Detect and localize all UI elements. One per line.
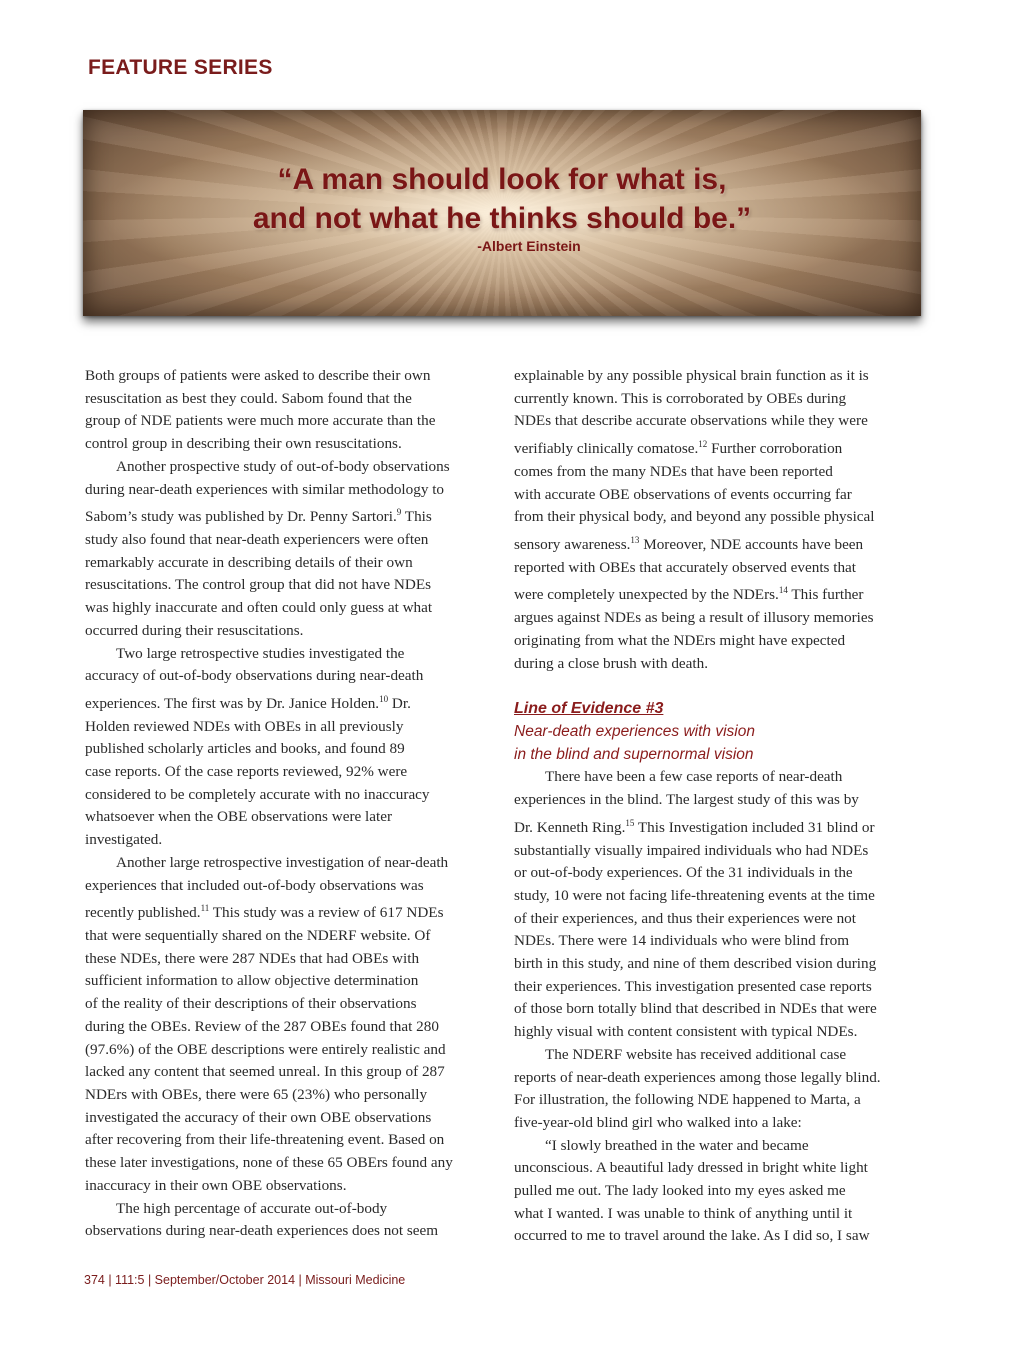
text-line bbox=[85, 925, 495, 948]
text-line bbox=[85, 852, 495, 875]
line-text: NDEs that describe accurate observations while they were bbox=[514, 412, 868, 430]
line-text: birth in this study, and nine of them described vision during bbox=[514, 955, 877, 973]
text-line bbox=[85, 875, 495, 898]
text-line bbox=[514, 1135, 924, 1158]
line-text: NDEs. There were 14 individuals who were blind from bbox=[514, 932, 850, 950]
text-line bbox=[514, 766, 924, 789]
line-text: remarkably accurate in describing details of their own bbox=[85, 553, 413, 571]
line-text: case reports. Of the case reports reviewed, 92% were bbox=[85, 763, 408, 781]
quote-banner bbox=[83, 110, 921, 316]
text-line bbox=[85, 806, 495, 829]
feature-series-title: FEATURE SERIES bbox=[88, 56, 273, 79]
line-text: substantially visually impaired individuals who had NDEs bbox=[514, 841, 869, 859]
line-text: sensory awareness. bbox=[514, 536, 631, 554]
line-text: of those born totally blind that described in NDEs that were bbox=[514, 1000, 877, 1018]
line-text: There have been a few case reports of near-death bbox=[545, 768, 843, 786]
quote-text bbox=[83, 160, 921, 238]
line-text: five-year-old blind girl who walked into a lake: bbox=[514, 1113, 802, 1131]
text-line bbox=[85, 1175, 495, 1198]
line-text: resuscitations. The control group that did not have NDEs bbox=[85, 576, 432, 594]
line-text: unconscious. A beautiful lady dressed in bright white light bbox=[514, 1159, 868, 1177]
line-text: (97.6%) of the OBE descriptions were entirely realistic and bbox=[85, 1040, 446, 1058]
text-line bbox=[514, 506, 924, 529]
line-text: “I slowly breathed in the water and became bbox=[545, 1136, 809, 1154]
line-text: occurred during their resuscitations. bbox=[85, 621, 304, 639]
line-text-continued: This Investigation included 31 blind or bbox=[634, 818, 875, 836]
text-line bbox=[514, 885, 924, 908]
line-text: Both groups of patients were asked to describe their own bbox=[85, 367, 431, 384]
line-text: For illustration, the following NDE happened to Marta, a bbox=[514, 1091, 861, 1109]
text-line bbox=[85, 1152, 495, 1175]
line-text: reported with OBEs that accurately observed events that bbox=[514, 558, 857, 576]
line-text: during the OBEs. Review of the 287 OBEs found that 280 bbox=[85, 1017, 439, 1035]
text-line bbox=[85, 501, 495, 529]
line-text: study, 10 were not facing life-threatening events at the time bbox=[514, 886, 875, 904]
text-line bbox=[85, 552, 495, 575]
text-line bbox=[514, 1225, 924, 1248]
text-line bbox=[514, 388, 924, 411]
text-line bbox=[85, 1039, 495, 1062]
quote-line-2: and not what he thinks should be.” bbox=[252, 202, 752, 235]
text-line bbox=[514, 1067, 924, 1090]
text-line bbox=[514, 840, 924, 863]
text-line bbox=[85, 993, 495, 1016]
line-text: during a close brush with death. bbox=[514, 654, 709, 672]
text-line bbox=[85, 1084, 495, 1107]
section-line-of-evidence-3 bbox=[514, 697, 924, 766]
line-text: resuscitation as best they could. Sabom found that the bbox=[85, 389, 412, 407]
footnote-ref: 11 bbox=[200, 903, 210, 914]
text-line bbox=[85, 388, 495, 411]
line-text: argues against NDEs as being a result of illusory memories bbox=[514, 609, 874, 627]
text-line bbox=[85, 716, 495, 739]
line-text: investigated the accuracy of their own OBE observations bbox=[85, 1108, 432, 1126]
line-text: highly visual with content consistent with typical NDEs. bbox=[514, 1023, 858, 1041]
line-text: these later investigations, none of these 65 OBErs found any bbox=[85, 1154, 453, 1172]
line-text: The high percentage of accurate out-of-body bbox=[116, 1199, 388, 1217]
line-text: after recovering from their life-threatening event. Based on bbox=[85, 1131, 445, 1149]
text-line bbox=[85, 665, 495, 688]
text-line bbox=[514, 607, 924, 630]
text-line bbox=[514, 630, 924, 653]
line-text: experiences in the blind. The largest study of this was by bbox=[514, 791, 859, 809]
line-text-continued: Dr. bbox=[388, 694, 411, 712]
line-text: investigated. bbox=[85, 831, 163, 849]
text-line bbox=[85, 479, 495, 502]
line-text: Holden reviewed NDEs with OBEs in all previously bbox=[85, 717, 404, 735]
text-line bbox=[514, 410, 924, 433]
text-line bbox=[85, 1061, 495, 1084]
line-text: from their physical body, and beyond any possible physical bbox=[514, 508, 875, 526]
text-line bbox=[514, 976, 924, 999]
text-line bbox=[85, 1129, 495, 1152]
line-text: inaccuracy in their own OBE observations. bbox=[85, 1176, 347, 1194]
line-text: reports of near-death experiences among those legally blind. bbox=[514, 1068, 881, 1086]
footnote-ref: 10 bbox=[379, 693, 389, 704]
line-text: group of NDE patients were much more accurate than the bbox=[85, 412, 436, 430]
line-text: with accurate OBE observations of events occurring far bbox=[514, 485, 852, 503]
text-line bbox=[85, 970, 495, 993]
line-text: comes from the many NDEs that have been reported bbox=[514, 462, 833, 480]
line-text-continued: This study was a review of 617 NDEs bbox=[209, 904, 444, 922]
text-line bbox=[514, 1203, 924, 1226]
line-text: recently published. bbox=[85, 904, 201, 922]
line-text: was highly inaccurate and often could only guess at what bbox=[85, 599, 433, 617]
text-line bbox=[85, 643, 495, 666]
text-line bbox=[85, 688, 495, 716]
line-text: of the reality of their descriptions of their observations bbox=[85, 995, 417, 1013]
text-line bbox=[514, 1021, 924, 1044]
line-text: considered to be completely accurate with no inaccuracy bbox=[85, 785, 430, 803]
line-text: experiences that included out-of-body observations was bbox=[85, 876, 424, 894]
text-line bbox=[514, 998, 924, 1021]
text-line bbox=[514, 930, 924, 953]
section-subtitle-line-1: Near-death experiences with vision bbox=[514, 723, 755, 741]
text-line bbox=[85, 897, 495, 925]
text-line bbox=[85, 1220, 495, 1243]
text-line bbox=[514, 529, 924, 557]
line-text: Dr. Kenneth Ring. bbox=[514, 818, 626, 836]
footnote-ref: 13 bbox=[630, 534, 640, 545]
line-text: Two large retrospective studies investigated the bbox=[116, 644, 405, 662]
text-line bbox=[85, 574, 495, 597]
line-text: The NDERF website has received additional case bbox=[545, 1045, 847, 1063]
line-text: pulled me out. The lady looked into my eyes asked me bbox=[514, 1182, 846, 1200]
line-text: that were sequentially shared on the NDERF website. Of bbox=[85, 927, 431, 945]
line-text: what I wanted. I was unable to think of anything until it bbox=[514, 1204, 853, 1222]
line-text: Another prospective study of out-of-body observations bbox=[116, 457, 450, 475]
line-text-continued: Further corroboration bbox=[707, 440, 843, 458]
text-line bbox=[85, 620, 495, 643]
text-line bbox=[514, 1112, 924, 1135]
line-text-continued: Moreover, NDE accounts have been bbox=[639, 536, 864, 554]
footnote-ref: 9 bbox=[396, 507, 402, 518]
text-line bbox=[514, 557, 924, 580]
text-line bbox=[514, 461, 924, 484]
line-text-continued: This bbox=[401, 508, 432, 526]
text-line bbox=[85, 1016, 495, 1039]
section-heading: Line of Evidence #3 bbox=[514, 700, 664, 718]
quote-attribution: -Albert Einstein bbox=[477, 238, 581, 254]
line-text: verifiably clinically comatose. bbox=[514, 440, 699, 458]
text-line bbox=[85, 1198, 495, 1221]
text-line bbox=[85, 738, 495, 761]
line-text: experiences. The first was by Dr. Janice Holden. bbox=[85, 694, 380, 712]
text-line bbox=[514, 1044, 924, 1067]
text-line bbox=[85, 365, 495, 388]
text-line bbox=[85, 948, 495, 971]
right-column-top bbox=[514, 365, 924, 675]
line-text: lacked any content that seemed unreal. In this group of 287 bbox=[85, 1063, 445, 1081]
line-text: study also found that near-death experiencers were often bbox=[85, 530, 429, 548]
line-text: were completely unexpected by the NDErs. bbox=[514, 586, 779, 604]
line-text: published scholarly articles and books, and found 89 bbox=[85, 740, 405, 758]
line-text: currently known. This is corroborated by OBEs during bbox=[514, 389, 847, 407]
text-line bbox=[514, 1157, 924, 1180]
section-subtitle-line-2: in the blind and supernormal vision bbox=[514, 746, 754, 764]
right-column-bottom bbox=[514, 766, 924, 1248]
text-line bbox=[514, 1089, 924, 1112]
line-text: these NDEs, there were 287 NDEs that had OBEs with bbox=[85, 949, 420, 967]
line-text: accuracy of out-of-body observations during near-death bbox=[85, 667, 424, 685]
text-line bbox=[514, 365, 924, 388]
text-line bbox=[85, 784, 495, 807]
line-text: sufficient information to allow objective determination bbox=[85, 972, 419, 990]
footnote-ref: 15 bbox=[625, 817, 635, 828]
line-text: their experiences. This investigation presented case reports bbox=[514, 977, 872, 995]
line-text: during near-death experiences with similar methodology to bbox=[85, 480, 445, 498]
text-line bbox=[85, 761, 495, 784]
text-line bbox=[85, 597, 495, 620]
line-text: Sabom’s study was published by Dr. Penny Sartori. bbox=[85, 508, 397, 526]
footnote-ref: 14 bbox=[778, 585, 788, 596]
line-text: of their experiences, and thus their experiences were not bbox=[514, 909, 856, 927]
text-line bbox=[85, 1107, 495, 1130]
text-line bbox=[85, 456, 495, 479]
text-line bbox=[85, 829, 495, 852]
line-text: NDErs with OBEs, there were 65 (23%) who personally bbox=[85, 1085, 428, 1103]
line-text: explainable by any possible physical brain function as it is bbox=[514, 367, 869, 384]
text-line bbox=[514, 908, 924, 931]
text-line bbox=[514, 1180, 924, 1203]
text-line bbox=[514, 789, 924, 812]
line-text: occurred to me to travel around the lake. As I did so, I saw bbox=[514, 1227, 870, 1245]
line-text: Another large retrospective investigation of near-death bbox=[116, 853, 449, 871]
text-line bbox=[514, 433, 924, 461]
footnote-ref: 12 bbox=[698, 439, 708, 450]
text-line bbox=[514, 953, 924, 976]
line-text: or out-of-body experiences. Of the 31 individuals in the bbox=[514, 864, 853, 882]
quote-line-1: “A man should look for what is, bbox=[277, 163, 727, 196]
line-text: originating from what the NDErs might have expected bbox=[514, 631, 846, 649]
text-line bbox=[514, 579, 924, 607]
text-line bbox=[514, 484, 924, 507]
text-line bbox=[514, 812, 924, 840]
text-line bbox=[85, 529, 495, 552]
right-column bbox=[514, 365, 924, 1248]
line-text: control group in describing their own resuscitations. bbox=[85, 435, 402, 453]
page-footer: 374 | 111:5 | September/October 2014 | Missouri Medicine bbox=[84, 1273, 406, 1287]
left-column bbox=[85, 365, 495, 1243]
text-line bbox=[514, 653, 924, 676]
line-text-continued: This further bbox=[787, 586, 864, 604]
line-text: observations during near-death experiences does not seem bbox=[85, 1222, 439, 1240]
text-line bbox=[85, 410, 495, 433]
line-text: whatsoever when the OBE observations were later bbox=[85, 808, 393, 826]
text-line bbox=[514, 862, 924, 885]
text-line bbox=[85, 433, 495, 456]
